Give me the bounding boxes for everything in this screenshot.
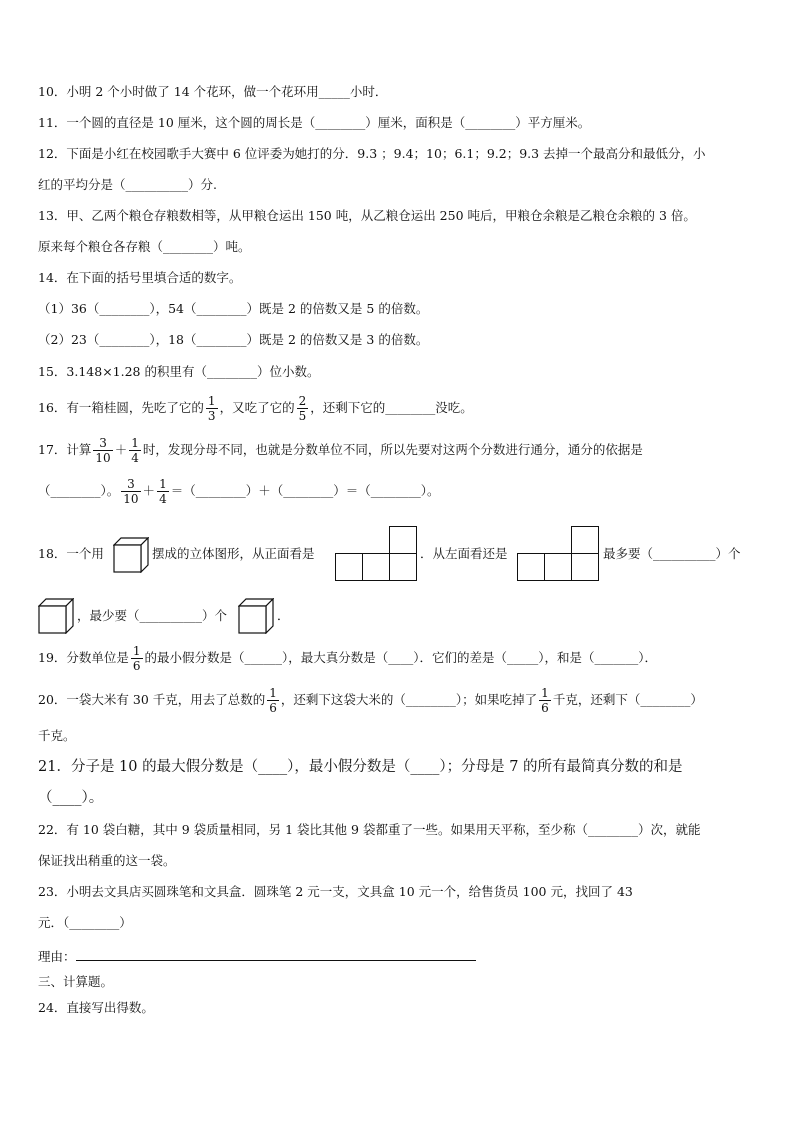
fraction-one-fourth: $\frac{1}{4}$	[131, 436, 139, 465]
q16-text-pre: 16．有一箱桂圆，先吃了它的	[38, 400, 204, 415]
reason-label: 理由：	[38, 949, 76, 964]
q18-text-a: 18．一个用	[38, 546, 104, 561]
question-14-part2: （2）23（________），18（________）既是 2 的倍数又是 3 的倍数。	[38, 332, 429, 347]
question-17-line2	[38, 472, 758, 510]
question-21-line1: 21．分子是 10 的最大假分数是（____），最小假分数是（____）；分母是 7 的所有最简真分数的和是	[38, 759, 683, 775]
fraction-three-tenths-2: $\frac{3}{10}$	[123, 477, 139, 506]
question-23-reason	[38, 946, 758, 967]
fraction-one-fourth-2: $\frac{1}{4}$	[159, 477, 167, 506]
cube-icon	[113, 537, 149, 573]
fraction-one-sixth-3: $\frac{1}{6}$	[541, 686, 549, 715]
fraction-two-fifths: $\frac{2}{5}$	[298, 394, 307, 423]
question-19	[38, 640, 758, 676]
q16-text-post: ，还剩下它的________没吃。	[310, 400, 473, 415]
q19-text-post: 的最小假分数是（______），最大真分数是（____）．它们的差是（_____），和是（_______）．	[144, 650, 658, 665]
question-18-text-e: ，最少要（__________）个	[77, 608, 228, 623]
question-18-text-c: ．从左面看还是	[420, 546, 508, 561]
left-view-diagram	[517, 526, 599, 581]
question-13-line1: 13．甲、乙两个粮仓存粮数相等，从甲粮仓运出 150 吨，从乙粮仓运出 250 吨后，甲粮仓余粮是乙粮仓余粮的 3 倍。	[38, 208, 696, 223]
question-20-line1	[38, 682, 758, 718]
front-view-diagram	[335, 526, 417, 581]
question-18-text-f: ．	[277, 608, 290, 623]
plus-sign-2: ＋	[142, 483, 156, 498]
question-10: 10．小明 2 个小时做了 14 个花环，做一个花环用_____小时．	[38, 84, 388, 99]
q17-text-post: 时，发现分母不同，也就是分数单位不同，所以先要对这两个分数进行通分，通分的依据是	[142, 442, 643, 457]
q17b-text-pre: （________）。	[38, 483, 120, 498]
fraction-one-sixth-2: $\frac{1}{6}$	[269, 686, 277, 715]
q17-text-pre: 17．计算	[38, 442, 92, 457]
q20-text-post: 千克，还剩下（________）	[552, 692, 703, 707]
question-13-line2: 原来每个粮仓各存粮（________）吨。	[38, 239, 251, 254]
question-22-line1: 22．有 10 袋白糖，其中 9 袋质量相同，另 1 袋比其他 9 袋都重了一些。如果用天平称，至少称（________）次，就能	[38, 822, 701, 837]
question-21-line2: （____）。	[38, 790, 104, 806]
section-3-heading: 三、计算题。	[38, 974, 114, 989]
question-17-line1	[38, 431, 758, 469]
fraction-one-sixth: $\frac{1}{6}$	[132, 644, 141, 673]
fraction-three-tenths: $\frac{3}{10}$	[95, 436, 111, 465]
q20-text-mid: ，还剩下这袋大米的（________）；如果吃掉了	[280, 692, 538, 707]
q16-text-mid: ，又吃了它的	[219, 400, 295, 415]
question-23-line1: 23．小明去文具店买圆珠笔和文具盒．圆珠笔 2 元一支，文具盒 10 元一个，给售货员 100 元，找回了 43	[38, 884, 633, 899]
question-20-line2: 千克。	[38, 728, 76, 743]
plus-sign: ＋	[114, 442, 128, 457]
fraction-one-third: $\frac{1}{3}$	[207, 394, 216, 423]
q17b-text-post: ＝（________）＋（________）＝（________）。	[170, 483, 440, 498]
question-24: 24．直接写出得数。	[38, 1000, 154, 1015]
question-12-line2: 红的平均分是（__________）分.	[38, 177, 217, 192]
question-14: 14．在下面的括号里填合适的数字。	[38, 270, 242, 285]
question-18-text-d: 最多要（__________）个	[603, 546, 741, 561]
question-16	[38, 391, 758, 425]
question-23-line2: 元．（________）	[38, 915, 132, 930]
question-15: 15．3.148×1.28 的积里有（________）位小数。	[38, 364, 320, 379]
q20-text-pre: 20．一袋大米有 30 千克，用去了总数的	[38, 692, 266, 707]
cube-icon	[38, 598, 74, 634]
reason-answer-line[interactable]	[76, 946, 476, 961]
q19-text-pre: 19．分数单位是	[38, 650, 129, 665]
question-18-text-b: 摆成的立体图形，从正面看是	[152, 546, 315, 561]
question-11: 11．一个圆的直径是 10 厘米，这个圆的周长是（________）厘米，面积是（________）平方厘米。	[38, 115, 591, 130]
cube-icon	[238, 598, 274, 634]
question-12-line1: 12．下面是小红在校园歌手大赛中 6 位评委为她打的分．9.3 ；9.4；10；6.1；9.2；9.3 去掉一个最高分和最低分，小	[38, 146, 706, 161]
question-22-line2: 保证找出稍重的这一袋。	[38, 853, 176, 868]
question-14-part1: （1）36（________），54（________）既是 2 的倍数又是 5 的倍数。	[38, 301, 429, 316]
